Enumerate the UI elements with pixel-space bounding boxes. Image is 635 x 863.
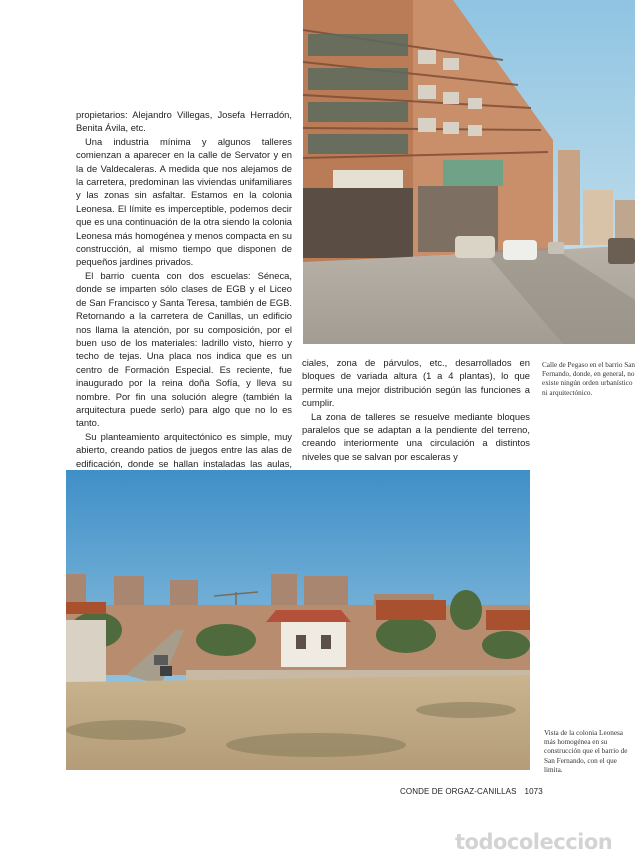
paragraph: La zona de talleres se resuelve mediante bloques paralelos que se adaptan a la pendiente del terreno, creando interiormente una circulación a distintos niveles que se salvan por escaleras y [302,410,530,462]
left-text-column [76,108,292,483]
colony-photo [66,470,530,770]
paragraph: El barrio cuenta con dos escuelas: Séneca, donde se imparten sólo clases de EGB y el Liceo de San Francisco y Santa Teresa, también de EGB. Retornando a la carretera de Canillas, un edificio nos llama la atención, por su composición, por el buen uso de los materiales: ladrillo visto, hierro y techo de tejas. Una placa nos indica que es un centro de Formación Especial. Es reciente, fue inaugurado por la reina doña Sofía, y lleva su nombre. Por fin una solución alegre (también la arquitectura puede serlo) para algo que no lo es tanto. [76,269,292,429]
paragraph: Una industria mínima y algunos talleres comienzan a aparecer en la calle de Servator y en la de Valdecaleras. A medida que nos alejamos de la carretera, predominan las viviendas unifamiliares y las zonas sin asfaltar. Estamos en la colonia Leonesa. El límite es imperceptible, podemos decir que es una continuación de la otra siendo la colonia Leonesa más homogénea y menos compacta en su construcción, al mismo tiempo que disponen de pequeños jardines privados. [76,135,292,268]
page-number: 1073 [524,787,543,796]
watermark: todocoleccion [455,830,613,854]
bottom-photo-caption: Vista de la colonia Leonesa más homogénea en su construcción que el barrio de San Fernando, con el que limita. [544,729,628,774]
street-photo [303,0,635,344]
middle-text-column [302,356,530,463]
paragraph: Su planteamiento arquitectónico es simple, muy abierto, creando patios de juegos entre las alas de edificación, donde se hallan instaladas las aulas, [76,430,292,469]
paragraph: ciales, zona de párvulos, etc., desarrollados en bloques de variada altura (1 a 4 plantas), lo que permite una mejor distribución según las funciones a cumplir. [302,357,530,409]
page-footer [400,787,543,796]
running-title: CONDE DE ORGAZ-CANILLAS [400,787,517,796]
top-photo-caption: Calle de Pegaso en el barrio San Fernando, donde, en general, no existe ningún orden urbanístico ni arquitectónico. [542,361,635,397]
paragraph: propietarios: Alejandro Villegas, Josefa Herradón, Benita Ávila, etc. [76,109,292,134]
